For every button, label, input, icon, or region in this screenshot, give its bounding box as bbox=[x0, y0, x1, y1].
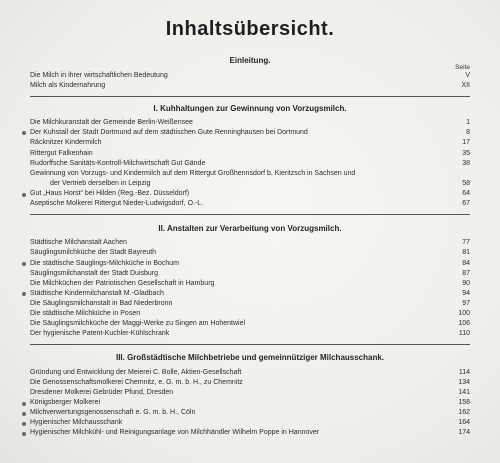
toc-entry-page: 158 bbox=[458, 399, 470, 406]
toc-entry-text: Rudorffsche Sanitäts-Kontroll-Milchwirtschaft Gut Gände bbox=[30, 160, 206, 167]
toc-entry-page: 35 bbox=[462, 150, 470, 157]
toc-entry-page: 162 bbox=[458, 409, 470, 416]
page-title: Inhaltsübersicht. bbox=[165, 18, 335, 40]
toc-entry-text: Die Milchküchen der Patriotischen Gesellschaft in Hamburg bbox=[30, 280, 215, 287]
margin-mark bbox=[22, 432, 26, 436]
margin-mark bbox=[22, 262, 26, 266]
toc-entry-text: Säuglingsmilchanstalt der Stadt Duisburg bbox=[30, 270, 159, 277]
toc-entry bbox=[30, 169, 470, 179]
toc-entry-text: der Vertrieb derselben in Leipzig bbox=[50, 180, 151, 187]
toc-entry-page: XII bbox=[461, 82, 470, 89]
toc-entry-text: Der hygienische Patent-Kuchler-Kühlschrank bbox=[30, 330, 170, 337]
toc-entry bbox=[30, 149, 470, 159]
section-divider bbox=[30, 344, 470, 345]
seite-label: Seite bbox=[455, 64, 470, 71]
toc-entry-text: Gewinnung von Vorzugs- und Kindermilch auf dem Rittergut Großhennsdorf b. Kieritzsch in Sachsen und bbox=[30, 170, 356, 177]
toc-entry-text: Rittergut Falkenhain bbox=[30, 150, 93, 157]
toc-entry bbox=[30, 378, 470, 388]
toc-entry bbox=[30, 329, 470, 339]
toc-entry bbox=[30, 248, 470, 258]
toc-entry-page: 134 bbox=[458, 379, 470, 386]
toc-entry-text: Räcknitzer Kindermilch bbox=[30, 139, 102, 146]
margin-mark bbox=[22, 193, 26, 197]
toc-entry bbox=[30, 189, 470, 199]
toc-entry-page: 58 bbox=[462, 180, 470, 187]
toc-entry-page: 84 bbox=[462, 260, 470, 267]
section-divider bbox=[30, 214, 470, 215]
toc-entry-page: 90 bbox=[462, 280, 470, 287]
toc-entry bbox=[30, 159, 470, 169]
toc-entry-page: 164 bbox=[458, 419, 470, 426]
toc-entry-page: 110 bbox=[458, 330, 470, 337]
toc-entry bbox=[30, 179, 470, 189]
toc-entry-text: Gründung und Entwicklung der Meierei C. Bolle, Aktien-Gesellschaft bbox=[30, 369, 242, 376]
toc-entry bbox=[30, 259, 470, 269]
toc-entry-text: Dresdener Molkerei Gebrüder Pfund, Dresden bbox=[30, 389, 174, 396]
toc-entry-page: 106 bbox=[458, 320, 470, 327]
toc-entry-text: Die Säuglingsmilchanstalt in Bad Niederbronn bbox=[30, 300, 173, 307]
margin-mark bbox=[22, 292, 26, 296]
toc-entry bbox=[30, 299, 470, 309]
toc-entry bbox=[30, 408, 470, 418]
toc-entry bbox=[30, 128, 470, 138]
toc-entry-text: Die städtische Säuglings-Milchküche in Bochum bbox=[30, 260, 180, 267]
toc-entry-page: 1 bbox=[466, 119, 470, 126]
margin-mark bbox=[22, 402, 26, 406]
section-divider bbox=[30, 96, 470, 97]
toc-entry-text: Aseptische Molkerei Rittergut Nieder-Ludwigsdorf, O.-L. bbox=[30, 200, 204, 207]
toc-entry bbox=[30, 81, 470, 91]
toc-entry-text: Königsberger Molkerei bbox=[30, 399, 101, 406]
margin-mark bbox=[22, 412, 26, 416]
toc-entry-text: Die Genossenschaftsmolkerei Chemnitz, e. G. m. b. H., zu Chemnitz bbox=[30, 379, 243, 386]
toc-entry bbox=[30, 279, 470, 289]
toc-entry-page: 97 bbox=[462, 300, 470, 307]
toc-entry-text: Die Säuglingsmilchküche der Maggi-Werke zu Singen am Hohentwiel bbox=[30, 320, 246, 327]
toc-entry bbox=[30, 138, 470, 148]
toc-entry-page: 100 bbox=[458, 310, 470, 317]
toc-entry bbox=[30, 269, 470, 279]
toc-entry bbox=[30, 118, 470, 128]
toc-entry-text: Säuglingsmilchküche der Stadt Bayreuth bbox=[30, 249, 157, 256]
toc-entry-text: Die Milchkuranstalt der Gemeinde Berlin-Weißensee bbox=[30, 119, 193, 126]
toc-entry-text: Die Milch in ihrer wirtschaftlichen Bedeutung bbox=[30, 72, 168, 79]
toc-entry bbox=[30, 418, 470, 428]
section-heading-i: I. Kuhhaltungen zur Gewinnung von Vorzugsmilch. bbox=[153, 104, 347, 113]
toc-entry-page: 64 bbox=[462, 190, 470, 197]
toc-entry bbox=[30, 428, 470, 438]
toc-entry bbox=[30, 398, 470, 408]
toc-entry bbox=[30, 238, 470, 248]
toc-entry-page: 141 bbox=[458, 389, 470, 396]
toc-entry bbox=[30, 388, 470, 398]
margin-mark bbox=[22, 422, 26, 426]
toc-entry-text: Der Kuhstall der Stadt Dortmund auf dem städtischen Gute Renninghausen bei Dortmund bbox=[30, 129, 308, 136]
toc-entry-page: 67 bbox=[462, 200, 470, 207]
toc-entry-text: Städtische Kindermilchanstalt M.-Gladbach bbox=[30, 290, 164, 297]
toc-entry-text: Hygienischer Milchkühl- und Reinigungsanlage von Milchhändler Wilhelm Poppe in Hannover bbox=[30, 429, 320, 436]
toc-entry-page: V bbox=[465, 72, 470, 79]
toc-entry bbox=[30, 289, 470, 299]
toc-entry bbox=[30, 368, 470, 378]
toc-entry-page: 8 bbox=[466, 129, 470, 136]
section-heading-ii: II. Anstalten zur Verarbeitung von Vorzugsmilch. bbox=[158, 224, 342, 233]
toc-entry bbox=[30, 199, 470, 209]
toc-entry-page: 81 bbox=[462, 249, 470, 256]
toc-entry bbox=[30, 71, 470, 81]
section-heading-iii: III. Großstädtische Milchbetriebe und gemeinnütziger Milchausschank. bbox=[115, 353, 385, 362]
toc-entry-page: 94 bbox=[462, 290, 470, 297]
section-heading-einleitung: Einleitung. bbox=[229, 56, 271, 65]
toc-entry-text: Gut „Haus Horst“ bei Hilden (Reg.-Bez. Düsseldorf) bbox=[30, 190, 190, 197]
toc-entry bbox=[30, 319, 470, 329]
toc-entry-page: 17 bbox=[462, 139, 470, 146]
toc-entry-page: 87 bbox=[462, 270, 470, 277]
toc-entry-text: Die städtische Milchküche in Posen bbox=[30, 310, 141, 317]
toc-entry-text: Milchverwertungsgenossenschaft e. G. m. b. H., Cöln bbox=[30, 409, 196, 416]
toc-entry-text: Städtische Milchanstalt Aachen bbox=[30, 239, 127, 246]
margin-mark bbox=[22, 131, 26, 135]
toc-entry-page: 77 bbox=[462, 239, 470, 246]
toc-entry-page: 114 bbox=[458, 369, 470, 376]
toc-entry-text: Milch als Kindernahrung bbox=[30, 82, 106, 89]
toc-entry-page: 174 bbox=[458, 429, 470, 436]
toc-entry-page: 38 bbox=[462, 160, 470, 167]
toc-entry bbox=[30, 309, 470, 319]
toc-entry-text: Hygienischer Milchausschank bbox=[30, 419, 123, 426]
